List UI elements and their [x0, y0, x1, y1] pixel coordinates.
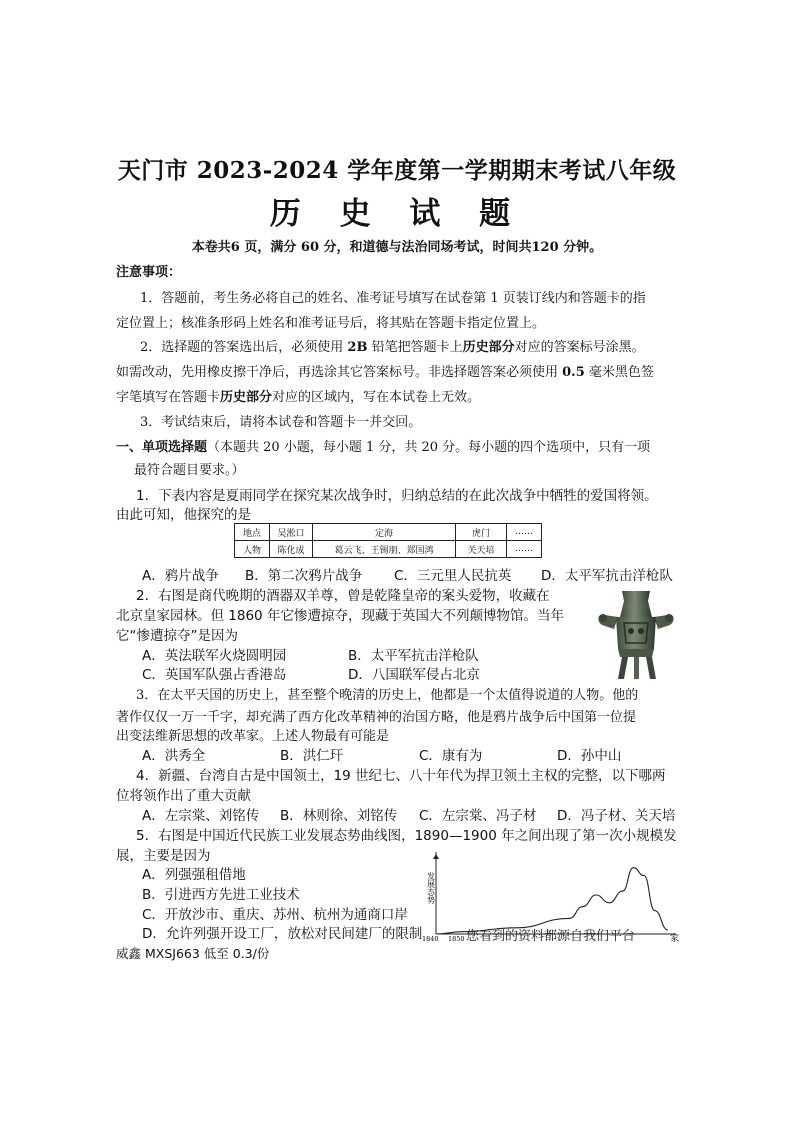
table-cell: …… — [507, 524, 542, 541]
chart-tail-label: 家 — [670, 934, 680, 944]
exam-info: 本卷共6 页，满分 60 分，和道德与法治同场考试，时间共120 分钟。 — [191, 240, 603, 255]
platform-watermark: 您看到的资料都源自我们平台 — [466, 929, 636, 944]
q1-option-b: B．第二次鸦片战争 — [245, 568, 363, 584]
chart-tick-label: 1840 — [422, 935, 439, 943]
table-cell: 吴淞口 — [270, 524, 313, 541]
chart-y-arrow — [433, 854, 439, 859]
q3-stem-3-text: 出变法维新思想的改革家。上述人物最有可能是 — [116, 729, 390, 744]
q5-stem-2: 展，主要是因为 — [116, 848, 211, 864]
table-cell: 定海 — [313, 524, 456, 541]
note-1-line-2: 定位置上；核准条形码上姓名和准考证号后，将其贴在答题卡指定位置上。 — [116, 316, 546, 331]
subject-title: 历 史 试 题 — [269, 196, 525, 232]
section-1-title: 一、单项选择题 — [116, 440, 208, 455]
q2-stem-3: 它“惨遭掠夺”是因为 — [116, 628, 238, 644]
q3-option-a: A．洪秀全 — [142, 748, 206, 764]
note-2-history-part: 历史部分 — [220, 390, 273, 405]
table-row — [235, 524, 542, 541]
note-2-line-1 — [140, 339, 645, 357]
q2-option-c: C．英国军队强占香港岛 — [142, 667, 287, 683]
q2-stem-1: 2．右图是商代晚期的酒器双羊尊，曾是乾隆皇帝的案头爱物，收藏在 — [136, 588, 550, 604]
q1-option-a: A．鸦片战争 — [142, 568, 219, 584]
q1-table — [234, 523, 542, 558]
table-row — [235, 541, 542, 558]
notes-heading: 注意事项： — [116, 265, 182, 280]
note-2-text: 对应的区域内，写在本试卷上无效。 — [272, 390, 481, 405]
note-2-text: 对应的答案标号涂黑。 — [514, 340, 645, 355]
note-1-line-1: 1．答题前，考生务必将自己的姓名、准考证号填写在试卷第 1 页装订线内和答题卡的指 — [140, 291, 646, 306]
q4-option-d: D．冯子材、关天培 — [557, 808, 676, 824]
note-2-history-part: 历史部分 — [462, 340, 515, 355]
section-1-header — [116, 439, 650, 457]
q1-stem-1: 1．下表内容是夏雨同学在探究某次战争时，归纳总结的在此次战争中牺牲的爱国将领。 — [136, 488, 658, 504]
q3-stem-2: 著作仅仅一万一千字，却充满了西方化改革精神的治国方略，他是鸦片战争后中国第一位提 — [116, 710, 637, 725]
note-2-text: 铅笔把答题卡上 — [367, 340, 463, 355]
chart-y-label: 发展态势 — [426, 872, 436, 904]
section-1-desc-2: 最符合题目要求。） — [134, 463, 245, 478]
q2-option-d: D．八国联军侵占北京 — [348, 667, 480, 683]
q4-stem-1: 4．新疆、台湾自古是中国领土，19 世纪七、八十年代为捍卫领土主权的完整，以下哪两 — [136, 768, 666, 784]
note-3: 3．考试结束后，请将本试卷和答题卡一并交回。 — [140, 415, 422, 430]
note-2-pen-size: 0.5 — [562, 365, 585, 380]
q5-option-a: A．列强强租借地 — [142, 867, 246, 883]
q3-stem-1: 3．在太平天国的历史上，甚至整个晚清的历史上，他都是一个太值得说道的人物。他的 — [136, 688, 639, 703]
note-2-pencil: 2B — [347, 340, 368, 355]
q1-stem-2: 由此可知，他探究的是 — [116, 507, 251, 523]
note-2-text: 2．选择题的答案选出后，必须使用 — [140, 340, 348, 355]
table-cell: 关天培 — [456, 541, 507, 558]
q4-option-b: B．林则徐、刘铭传 — [280, 808, 398, 824]
q3-option-c: C．康有为 — [419, 748, 483, 764]
q2-option-b: B．太平军抗击洋枪队 — [348, 648, 479, 664]
q1-option-d: D．太平军抗击洋枪队 — [541, 568, 673, 584]
chart-tick-label: 1850 — [448, 935, 465, 943]
q5-stem-1: 5．右图是中国近代民族工业发展态势曲线图，1890—1900 年之间出现了第一次小规模发 — [136, 828, 677, 844]
q5-option-b: B．引进西方先进工业技术 — [142, 887, 300, 903]
footer-ad: 威鑫 MXSJ663 低至 0.3/份 — [116, 946, 270, 961]
note-2-text: 字笔填写在答题卡 — [116, 390, 221, 405]
q3-option-b: B．洪仁玕 — [280, 748, 344, 764]
q2-stem-2: 北京皇家园林。但 1860 年它惨遭掠夺，现藏于英国大不列颠博物馆。当年 — [116, 608, 564, 624]
table-cell: 地点 — [235, 524, 270, 541]
q3-stem-3 — [116, 728, 389, 746]
q1-option-c: C．三元里人民抗英 — [394, 568, 512, 584]
note-2-line-2 — [116, 364, 654, 382]
note-2-text: 毫米黑色签 — [584, 365, 654, 380]
section-1-desc: （本题共 20 小题，每小题 1 分，共 20 分。每小题的四个选项中，只有一项 — [207, 440, 651, 455]
q4-option-a: A．左宗棠、刘铭传 — [142, 808, 260, 824]
q5-option-c: C．开放沙市、重庆、苏州、杭州为通商口岸 — [142, 907, 408, 923]
q4-option-c: C．左宗棠、冯子材 — [419, 808, 537, 824]
q4-stem-2: 位将领作出了重大贡献 — [116, 788, 251, 804]
q5-option-d: D．允许列强开设工厂，放松对民间建厂的限制 — [142, 926, 423, 942]
q2-option-a: A．英法联军火烧圆明园 — [142, 648, 287, 664]
table-cell: 葛云飞、王锡朋、郑国鸿 — [313, 541, 456, 558]
note-2-line-3 — [116, 389, 480, 407]
table-cell: …… — [507, 541, 542, 558]
table-cell: 虎门 — [456, 524, 507, 541]
table-cell: 人物 — [235, 541, 270, 558]
exam-title: 天门市 2023-2024 学年度第一学期期末考试八年级 — [117, 157, 677, 184]
note-2-text: 如需改动，先用橡皮擦干净后，再选涂其它答案标号。非选择题答案必须使用 — [116, 365, 563, 380]
double-ram-zun-image — [594, 587, 678, 683]
q3-option-d: D．孙中山 — [557, 748, 622, 764]
table-cell: 陈化成 — [270, 541, 313, 558]
